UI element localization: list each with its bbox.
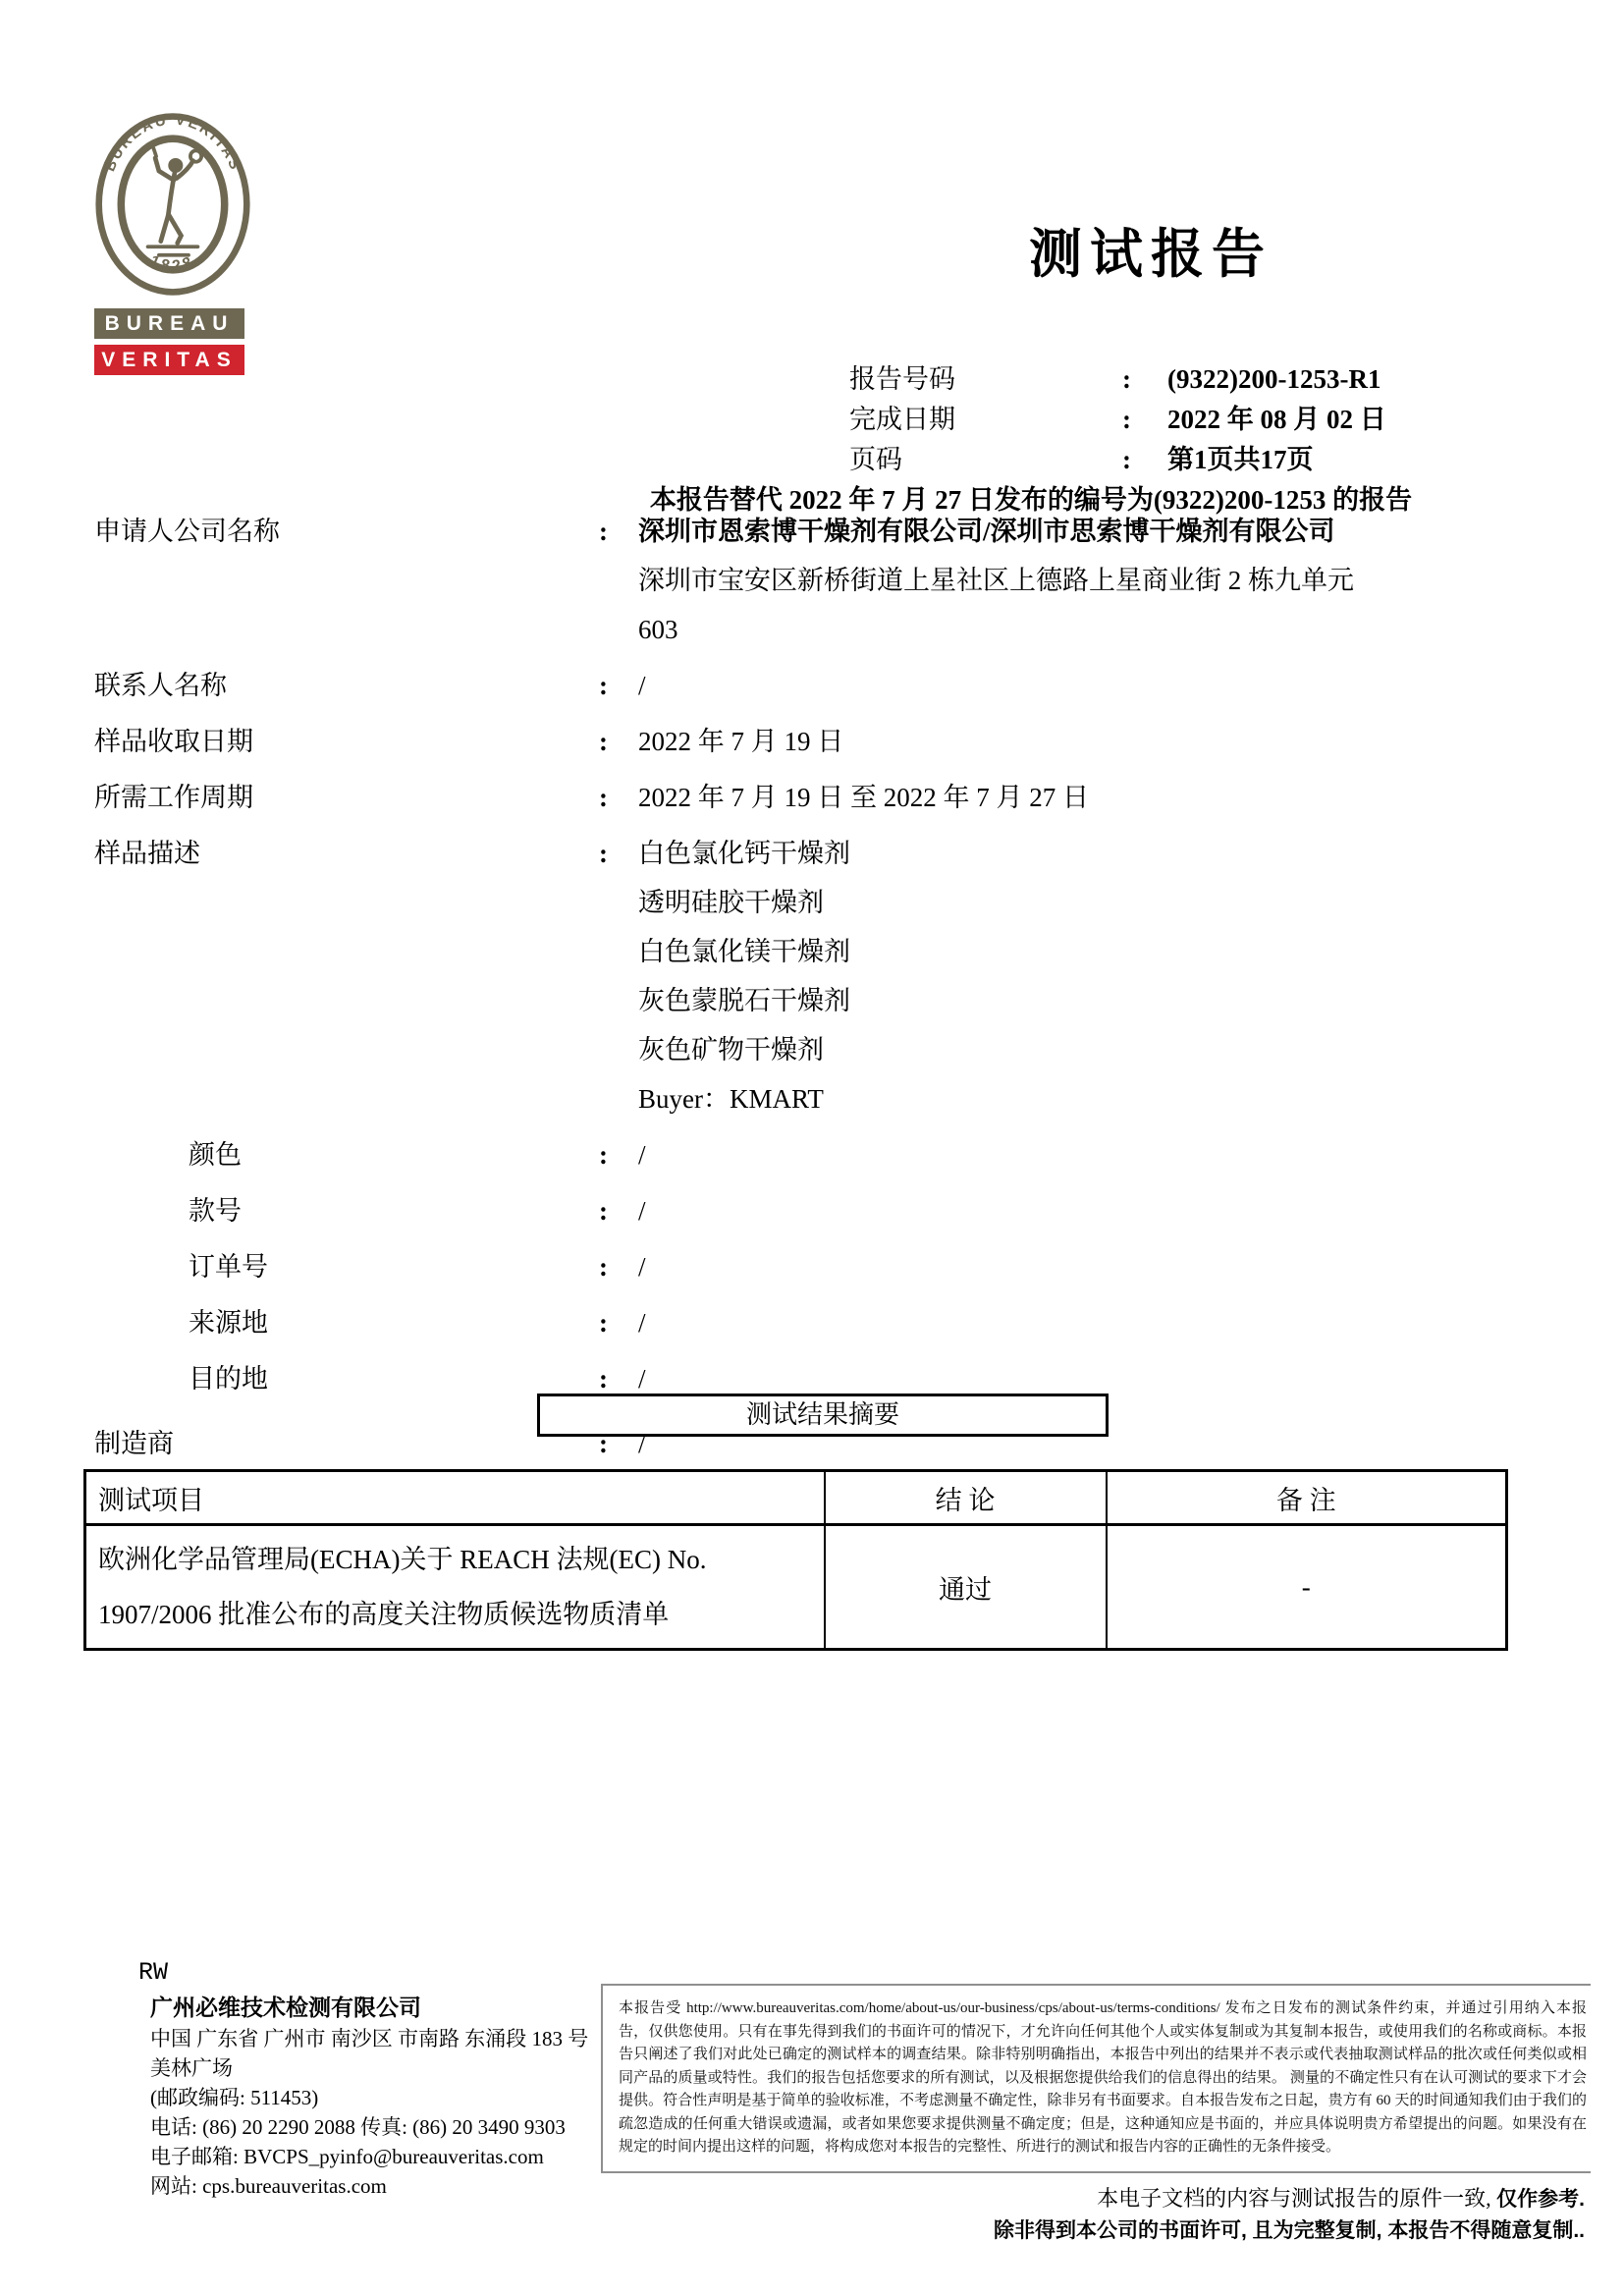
- cell-conclusion: 通过: [825, 1525, 1107, 1650]
- origin-value: /: [638, 1308, 646, 1338]
- colon: :: [599, 1196, 608, 1226]
- colon: :: [599, 517, 608, 546]
- report-number-row: [849, 359, 1386, 400]
- sample-received-date-value: 2022 年 7 月 19 日: [638, 727, 844, 756]
- th-remark: 备 注: [1107, 1471, 1507, 1525]
- field-label: 所需工作周期: [94, 783, 253, 812]
- field-label: 联系人名称: [94, 671, 227, 700]
- colon: :: [599, 727, 608, 756]
- destination-value: /: [638, 1364, 646, 1394]
- company-email: 电子邮箱: BVCPS_pyinfo@bureauveritas.com: [150, 2145, 544, 2168]
- cell-test-item: 欧洲化学品管理局(ECHA)关于 REACH 法规(EC) No. 1907/2006 批准公布的高度关注物质候选物质清单: [85, 1525, 825, 1650]
- applicant-address: 深圳市宝安区新桥街道上星社区上德路上星商业街 2 栋九单元: [638, 566, 1354, 595]
- colon: :: [599, 839, 608, 868]
- field-sample-received-date: [94, 717, 1551, 766]
- bureau-veritas-seal-icon: [94, 108, 251, 301]
- sample-desc-line: 灰色矿物干燥剂: [638, 1035, 824, 1065]
- field-value: [638, 661, 1551, 710]
- colon: :: [599, 671, 608, 700]
- colon: :: [599, 1308, 608, 1338]
- field-value: [638, 1130, 1551, 1179]
- company-postcode: (邮政编码: 511453): [150, 2086, 319, 2109]
- footer-initials: RW: [138, 1958, 169, 1987]
- completion-date-row: [849, 400, 1386, 440]
- field-label: 样品收取日期: [94, 727, 253, 756]
- note-line1-prefix: 本电子文档的内容与测试报告的原件一致,: [1097, 2185, 1497, 2211]
- replacement-notice: 本报告替代 2022 年 7 月 27 日发布的编号为(9322)200-1253 的报告: [649, 485, 1413, 515]
- company-phone: 电话: (86) 20 2290 2088 传真: (86) 20 3490 9303: [150, 2115, 566, 2139]
- company-website: 网站: cps.bureauveritas.com: [150, 2174, 387, 2198]
- colon: :: [1122, 445, 1131, 474]
- field-label: 来源地: [189, 1308, 268, 1338]
- field-value: [638, 717, 1551, 766]
- disclaimer-text: 本报告受 http://www.bureauveritas.com/home/about-us/our-business/cps/about-us/terms-conditions/ 发布之日发布的测试条件约束，并通过引用纳入本报告，仅供您使用。只有在事先得到我们的书面许可的情况下，才允许向任何其他个人或实体复制或为其复制本报告，或使用我们的名称或商标。本报告只阐述了我们对此处已确定的测试样本的调查结果。除非特别明确指出，本报告中列出的结果并不表示或代表抽取测试样品的批次或任何类似或相同产品的质量或特性。我们的报告包括您要求的所有测试，以及根据您提供给我们的信息得出的结果。 测量的不确定性只有在认可测试的要求下才会提供。符合性声明是基于简单的验收标准，不考虑测量不确定性，除非另有书面要求。自本报告发布之日起，贵方有 60 天的时间通知我们由于我们的疏忽造成的任何重大错误或遗漏，或者如果您要求提供测量不确定度；但是，这种通知应是书面的，并应具体说明贵方希望提出的问题。如果没有在规定的时间内提出这样的问题，将构成您对本报告的完整性、所进行的测试和报告内容的正确性的无条件接受。: [601, 1984, 1591, 2173]
- field-value: [638, 1242, 1551, 1291]
- field-value: [638, 1298, 1551, 1347]
- company-address: 中国 广东省 广州市 南沙区 市南路 东涌段 183 号 美林广场: [150, 2027, 589, 2080]
- colon: :: [599, 1252, 608, 1282]
- page-number-value: 第1页共17页: [1167, 445, 1314, 474]
- colon: :: [599, 1364, 608, 1394]
- result-table: [83, 1469, 1508, 1651]
- field-label: 款号: [189, 1196, 242, 1226]
- field-label: 制造商: [94, 1429, 174, 1458]
- contact-value: /: [638, 671, 646, 700]
- footer-note-line2: 除非得到本公司的书面许可, 且为完整复制, 本报告不得随意复制..: [993, 2218, 1585, 2242]
- test-result-summary-box: 测试结果摘要: [537, 1394, 1109, 1437]
- page-number-label: 页码: [849, 445, 902, 474]
- field-style-number: [94, 1186, 1551, 1235]
- field-label: 样品描述: [94, 839, 200, 868]
- applicant-address-2: 603: [638, 615, 678, 644]
- field-sample-description: [94, 829, 1551, 1123]
- field-applicant: [94, 507, 1551, 654]
- footer-disclaimer-block: [601, 1984, 1591, 2247]
- sample-desc-line: 透明硅胶干燥剂: [638, 888, 824, 917]
- field-label: 颜色: [189, 1140, 242, 1170]
- footer-note-line1: [601, 2183, 1585, 2215]
- field-order-number: [94, 1242, 1551, 1291]
- field-label: 订单号: [189, 1252, 268, 1282]
- field-value: [638, 773, 1551, 822]
- logo-bureau-bar: BUREAU: [94, 308, 244, 339]
- field-label: 目的地: [189, 1364, 268, 1394]
- th-conclusion: 结 论: [825, 1471, 1107, 1525]
- colon: :: [599, 1140, 608, 1170]
- colon: :: [1122, 364, 1131, 394]
- logo-veritas-bar: VERITAS: [94, 345, 244, 375]
- report-number-label: 报告号码: [849, 364, 955, 394]
- bureau-veritas-logo: [94, 108, 249, 375]
- svg-text:BUREAU VERITAS: BUREAU VERITAS: [101, 111, 244, 175]
- th-test-item: 测试项目: [85, 1471, 825, 1525]
- company-info: [150, 1992, 594, 2201]
- colon: :: [599, 783, 608, 812]
- field-origin: [94, 1298, 1551, 1347]
- report-fields: [0, 507, 1551, 1475]
- page-title: 测试报告: [1029, 225, 1272, 284]
- colon: :: [599, 1429, 608, 1458]
- seal-figure: [148, 148, 202, 255]
- field-value: [638, 1186, 1551, 1235]
- sample-desc-line: 白色氯化钙干燥剂: [638, 839, 850, 868]
- order-number-value: /: [638, 1252, 646, 1282]
- footer-company-block: [94, 1952, 601, 2201]
- field-value: [638, 829, 1551, 1123]
- page-number-row: [849, 440, 1386, 480]
- field-color: [94, 1130, 1551, 1179]
- field-contact: [94, 661, 1551, 710]
- field-value: [638, 507, 1551, 654]
- result-table-row: [85, 1525, 1507, 1650]
- completion-date-value: 2022 年 08 月 02 日: [1167, 405, 1386, 434]
- company-name: 广州必维技术检测有限公司: [150, 1995, 421, 2020]
- sample-desc-line: 灰色蒙脱石干燥剂: [638, 986, 850, 1015]
- colon: :: [1122, 405, 1131, 434]
- applicant-name: 深圳市恩索博干燥剂有限公司/深圳市思索博干燥剂有限公司: [638, 517, 1335, 546]
- color-value: /: [638, 1140, 646, 1170]
- field-work-period: [94, 773, 1551, 822]
- footer-note: [601, 2183, 1591, 2247]
- result-table-header-row: [85, 1471, 1507, 1525]
- svg-text:1828: 1828: [147, 252, 198, 276]
- report-info: [849, 359, 1386, 480]
- work-period-value: 2022 年 7 月 19 日 至 2022 年 7 月 27 日: [638, 783, 1089, 812]
- sample-desc-line: 白色氯化镁干燥剂: [638, 937, 850, 966]
- note-line1-emphasis: 仅作参考.: [1496, 2187, 1585, 2211]
- sample-desc-buyer: Buyer：KMART: [638, 1084, 824, 1114]
- completion-date-label: 完成日期: [849, 405, 955, 434]
- cell-remark: -: [1107, 1525, 1507, 1650]
- manufacturer-value: /: [638, 1429, 646, 1458]
- report-number-value: (9322)200-1253-R1: [1167, 364, 1381, 394]
- field-label: 申请人公司名称: [94, 517, 280, 546]
- style-number-value: /: [638, 1196, 646, 1226]
- footer: [94, 1952, 1591, 2247]
